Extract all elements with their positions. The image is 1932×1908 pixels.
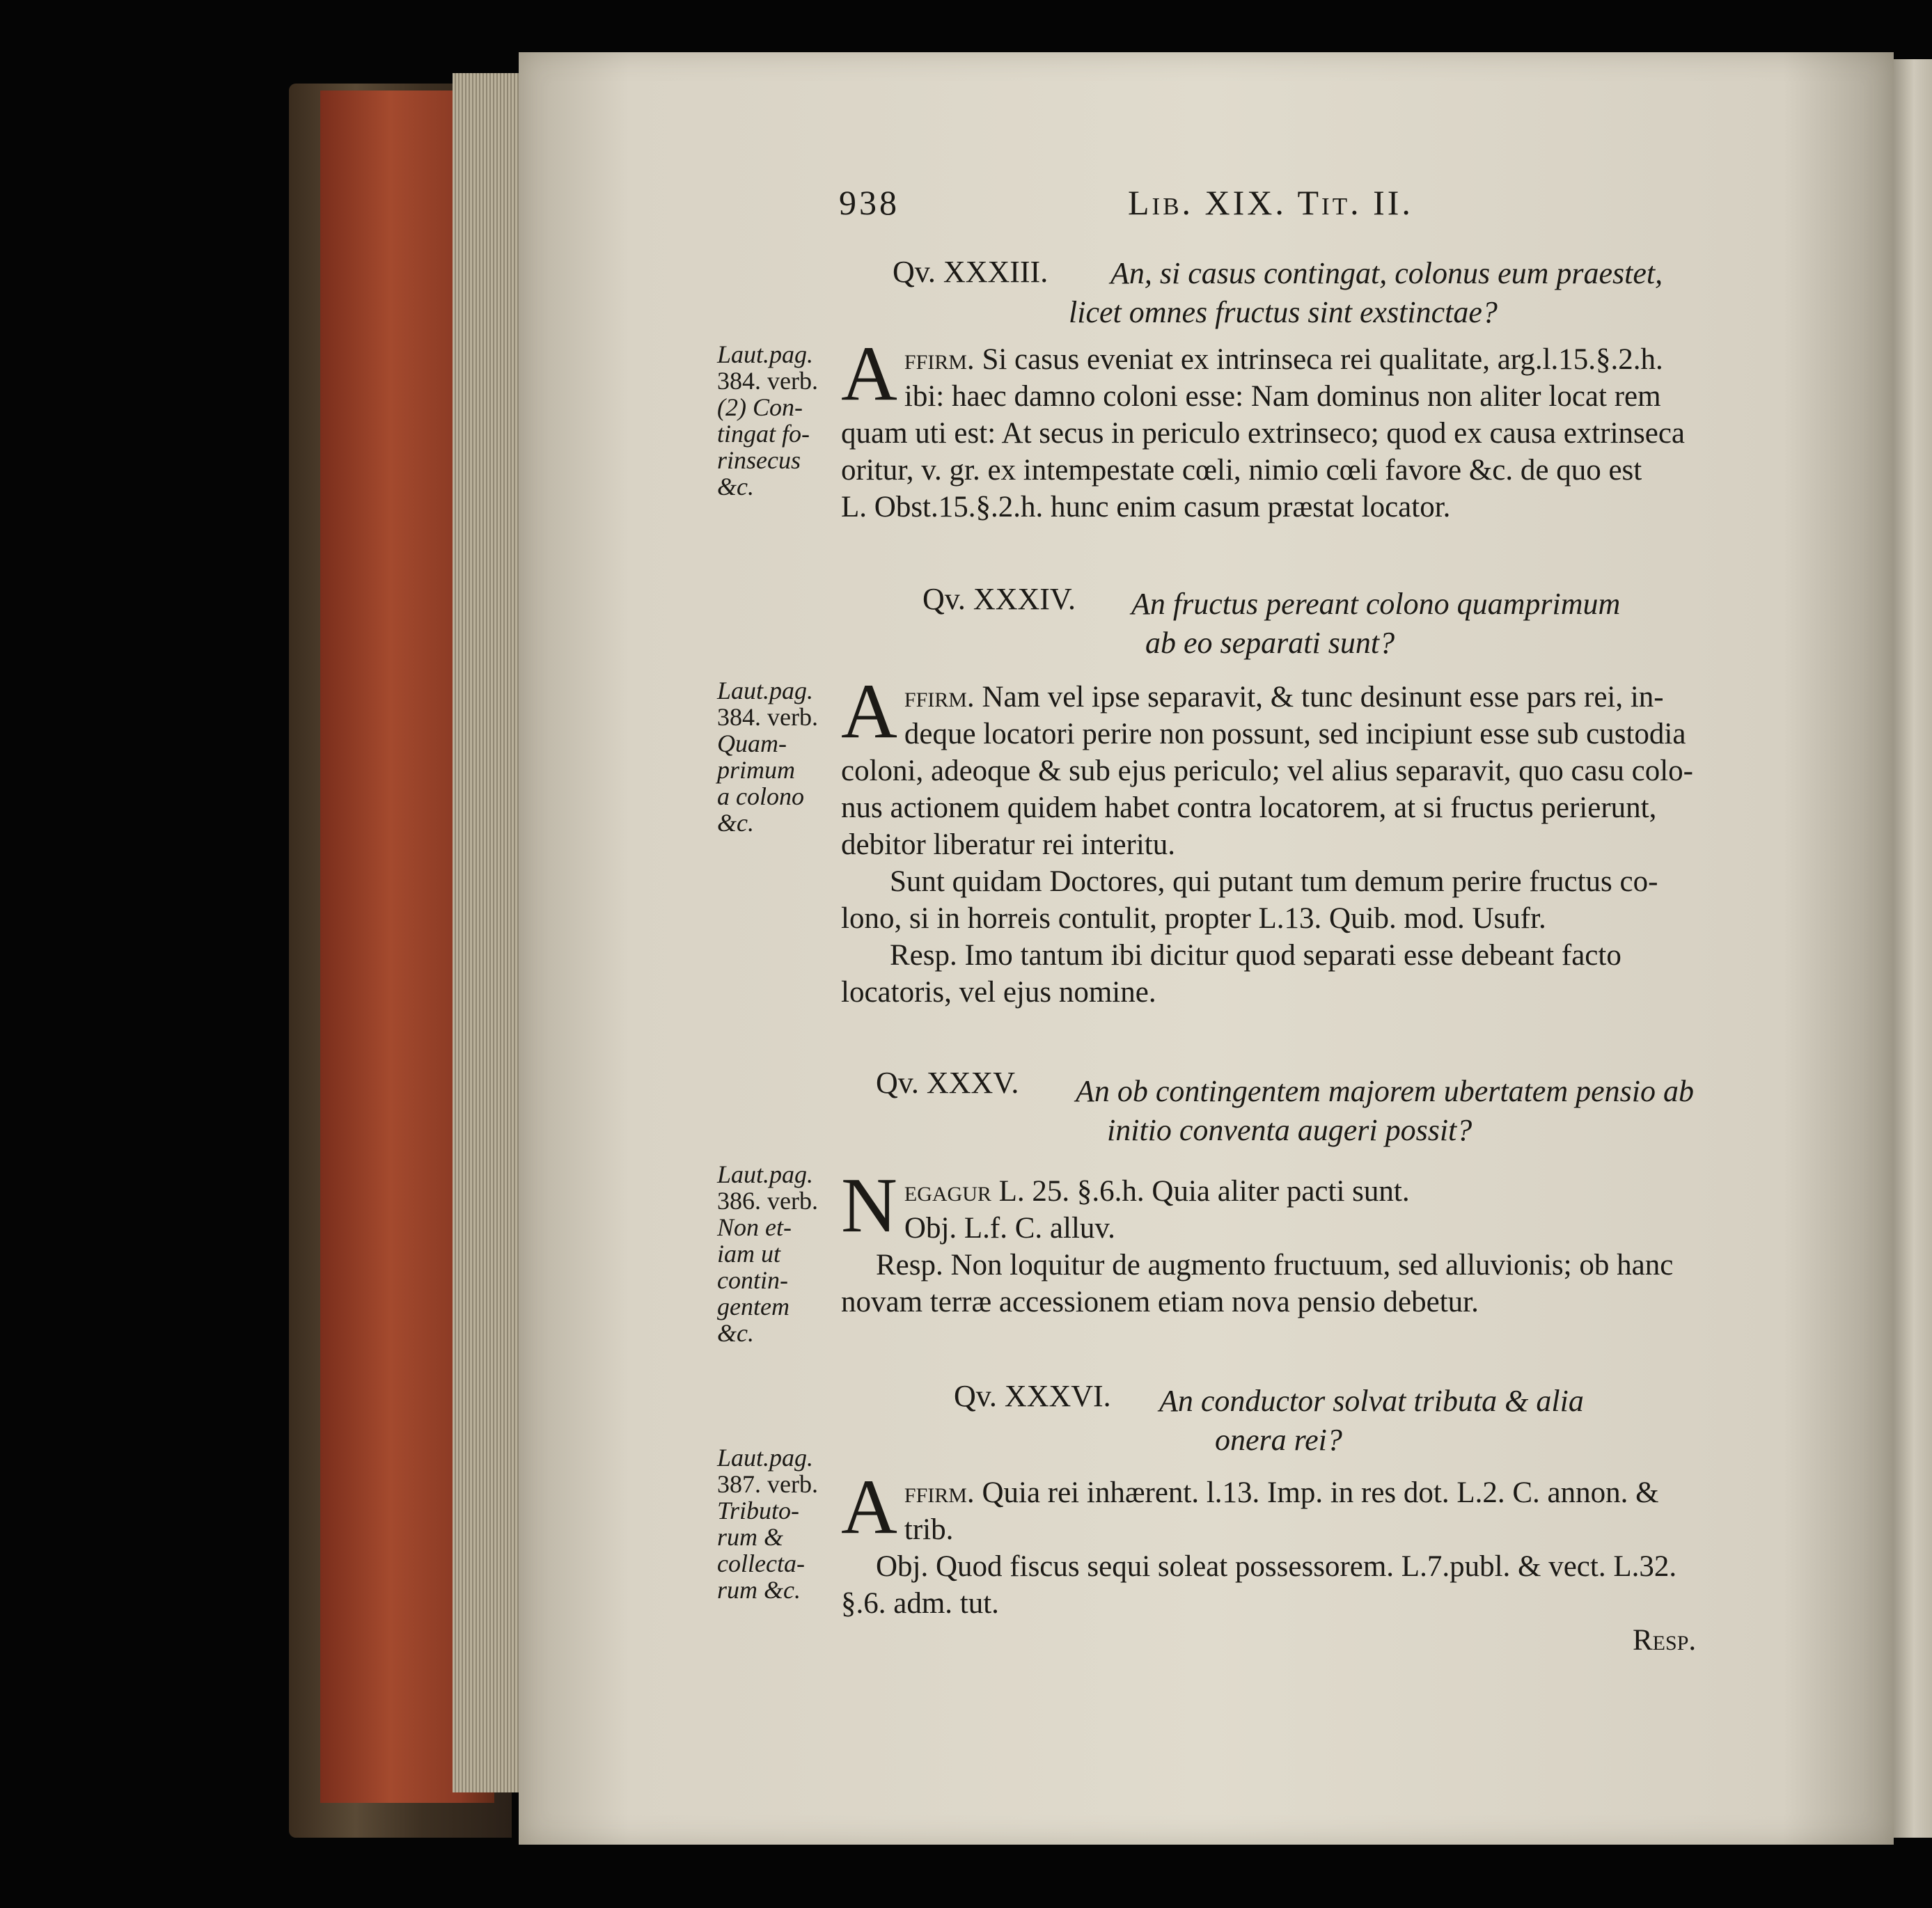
- margin-line: a colono: [717, 782, 804, 810]
- drop-cap: N: [841, 1162, 897, 1249]
- margin-note: [717, 341, 835, 500]
- text-line: Resp. Imo tantum ibi dicitur quod separati esse debeant facto: [890, 939, 1621, 972]
- paragraph: [841, 1464, 1725, 1622]
- margin-note: [717, 1161, 835, 1346]
- text-line: Obj. Quod fiscus sequi soleat possessorem. L.7.publ. & vect. L.32.: [876, 1550, 1677, 1583]
- margin-line: rum &c.: [717, 1576, 801, 1604]
- margin-line: Laut.pag.: [717, 1444, 814, 1472]
- text-line: Si casus eveniat ex intrinseca rei qualitate, arg.l.15.§.2.h.: [982, 343, 1663, 376]
- text-line: Sunt quidam Doctores, qui putant tum demum perire fructus co-: [890, 865, 1658, 898]
- margin-line: &c.: [717, 473, 754, 500]
- paragraph: [841, 1162, 1725, 1320]
- text-line: debitor liberatur rei interitu.: [841, 828, 1175, 861]
- margin-line: gentem: [717, 1293, 790, 1320]
- catchword: Resp.: [1633, 1624, 1697, 1657]
- question-text: [1159, 1382, 1702, 1460]
- margin-line: 384. verb.: [717, 703, 818, 731]
- margin-line: collecta-: [717, 1550, 805, 1577]
- margin-line: rinsecus: [717, 446, 801, 474]
- margin-line: Laut.pag.: [717, 677, 814, 704]
- question-number: Qv. XXXIV.: [922, 582, 1076, 616]
- margin-line: 386. verb.: [717, 1187, 818, 1215]
- text-line: §.6. adm. tut.: [841, 1587, 999, 1620]
- margin-note: [717, 677, 835, 836]
- text-line: L. Obst.15.§.2.h. hunc enim casum præstat locator.: [841, 491, 1451, 523]
- margin-line: Tributo-: [717, 1497, 800, 1524]
- lead-word: ffirm.: [904, 343, 975, 376]
- paragraph: [841, 668, 1725, 1011]
- question-line: An conductor solvat tributa & alia: [1159, 1384, 1584, 1418]
- margin-line: &c.: [717, 1319, 754, 1347]
- question-line: onera rei?: [1215, 1423, 1342, 1457]
- text-line: locatoris, vel ejus nomine.: [841, 976, 1156, 1009]
- drop-cap: A: [841, 1464, 897, 1550]
- margin-line: (2) Con-: [717, 393, 803, 421]
- question-text: [1131, 585, 1723, 663]
- question-line: initio conventa augeri possit?: [1107, 1113, 1472, 1147]
- margin-line: Quam-: [717, 730, 787, 757]
- lead-word: egagur: [904, 1175, 991, 1208]
- lead-word: ffirm.: [904, 681, 975, 713]
- page-stack: [453, 73, 529, 1792]
- text-line: L. 25. §.6.h. Quia aliter pacti sunt.: [998, 1175, 1410, 1208]
- text-line: Quia rei inhærent. l.13. Imp. in res dot. L.2. C. annon. &: [982, 1476, 1659, 1509]
- paragraph: [841, 331, 1722, 526]
- text-line: novam terræ accessionem etiam nova pensio debetur.: [841, 1286, 1479, 1318]
- text-line: quam uti est: At secus in periculo extrinseco; quod ex causa extrinseca: [841, 417, 1685, 450]
- margin-line: iam ut: [717, 1240, 781, 1268]
- text-line: lono, si in horreis contulit, propter L.13. Quib. mod. Usufr.: [841, 902, 1546, 935]
- question-number: Qv. XXXVI.: [954, 1379, 1111, 1413]
- drop-cap: A: [841, 331, 897, 417]
- text-line: trib.: [904, 1513, 954, 1546]
- margin-line: tingat fo-: [717, 420, 810, 448]
- margin-line: 384. verb.: [717, 367, 818, 395]
- question-number: Qv. XXXV.: [876, 1066, 1019, 1100]
- margin-line: &c.: [717, 809, 754, 837]
- drop-cap: A: [841, 668, 897, 755]
- text-line: ibi: haec damno coloni esse: Nam dominus non aliter locat rem: [904, 380, 1661, 413]
- text-line: coloni, adeoque & sub ejus periculo; vel alius separavit, quo casu colo-: [841, 755, 1693, 787]
- margin-note: [717, 1444, 835, 1603]
- question-line: An ob contingentem majorem ubertatem pensio ab: [1076, 1074, 1694, 1108]
- page-number: 938: [839, 183, 900, 222]
- margin-line: Laut.pag.: [717, 340, 814, 368]
- question-line: An, si casus contingat, colonus eum praestet,: [1110, 256, 1663, 290]
- question-text: [1069, 254, 1709, 332]
- question-text: [1076, 1072, 1702, 1150]
- text-line: deque locatori perire non possunt, sed incipiunt esse sub custodia: [904, 718, 1686, 750]
- text-line: Obj. L.f. C. alluv.: [904, 1212, 1115, 1245]
- margin-line: Non et-: [717, 1213, 792, 1241]
- margin-line: contin-: [717, 1266, 788, 1294]
- text-line: nus actionem quidem habet contra locatorem, at si fructus perierunt,: [841, 791, 1657, 824]
- lead-word: ffirm.: [904, 1476, 975, 1509]
- text-line: oritur, v. gr. ex intempestate cœli, nimio cœli favore &c. de quo est: [841, 454, 1642, 487]
- margin-line: Laut.pag.: [717, 1160, 814, 1188]
- question-line: ab eo separati sunt?: [1145, 626, 1395, 660]
- margin-line: 387. verb.: [717, 1470, 818, 1498]
- question-line: licet omnes fructus sint exstinctae?: [1069, 295, 1498, 329]
- text-line: Nam vel ipse separavit, & tunc desinunt esse pars rei, in-: [982, 681, 1664, 713]
- question-number: Qv. XXXIII.: [893, 255, 1049, 289]
- margin-line: rum &: [717, 1523, 784, 1551]
- text-line: Resp. Non loquitur de augmento fructuum, sed alluvionis; ob hanc: [876, 1249, 1674, 1282]
- question-line: An fructus pereant colono quamprimum: [1131, 587, 1621, 621]
- margin-line: primum: [717, 756, 796, 784]
- running-title: Lib. XIX. Tit. II.: [1128, 183, 1413, 222]
